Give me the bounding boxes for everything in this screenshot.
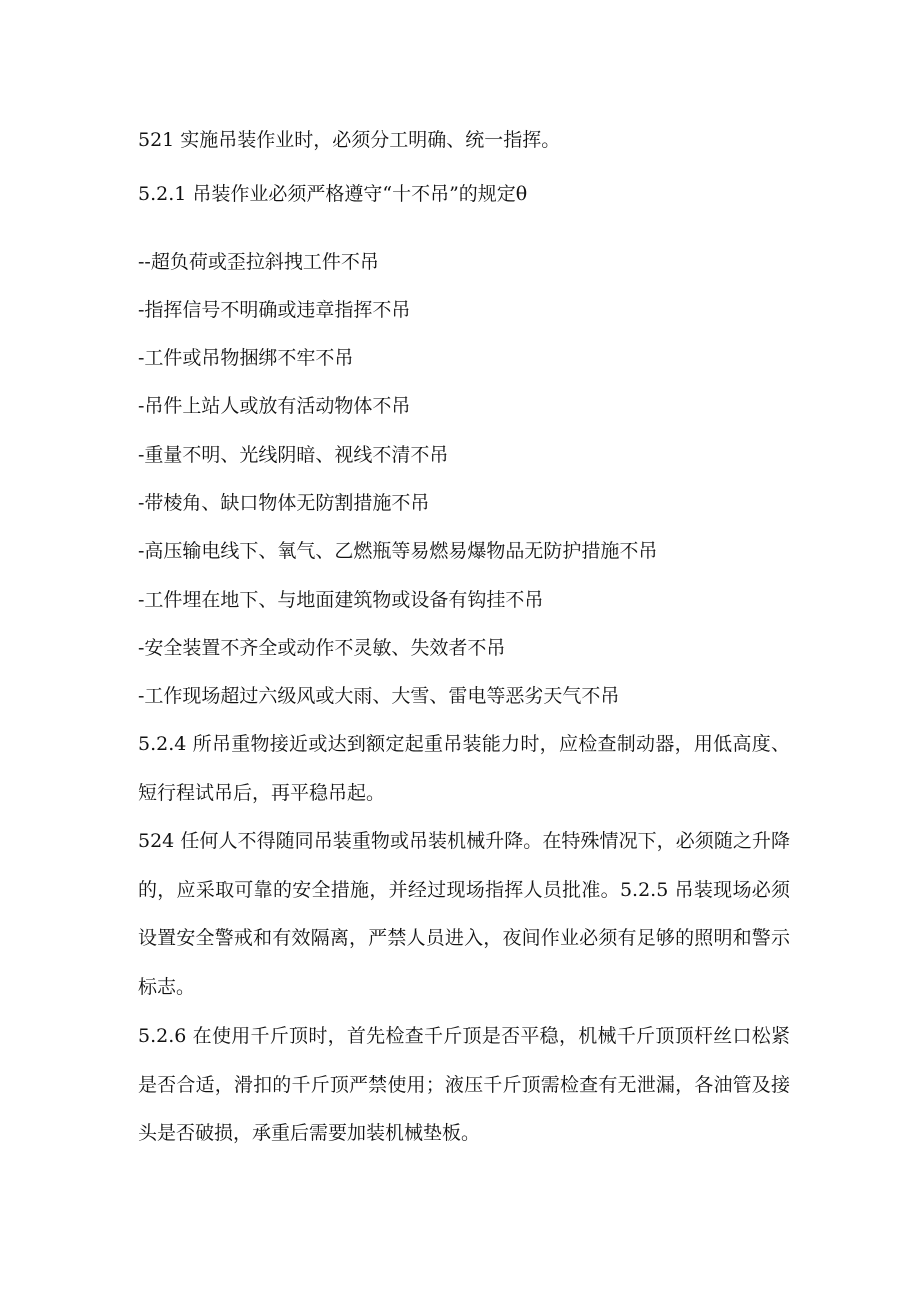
rule-item: -重量不明、光线阴暗、视线不清不吊	[138, 444, 449, 466]
clause-5-2-6: 5.2.6 在使用千斤顶时，首先检查千斤顶是否平稳，机械千斤顶顶杆丝口松紧是否合适，滑扣的千斤顶严禁使用；液压千斤顶需检查有无泄漏，各油管及接头是否破损，承重后需要加装机械垫板。	[138, 1025, 790, 1144]
rule-item: -指挥信号不明确或违章指挥不吊	[138, 299, 411, 321]
rule-item: -工作现场超过六级风或大雨、大雪、雷电等恶劣天气不吊	[138, 685, 620, 707]
rule-item: -工件或吊物捆绑不牢不吊	[138, 347, 354, 369]
clause-521: 521 实施吊装作业时，必须分工明确、统一指挥。	[138, 129, 561, 151]
rule-item: -带棱角、缺口物体无防割措施不吊	[138, 492, 430, 514]
rule-item: -安全装置不齐全或动作不灵敏、失效者不吊	[138, 637, 506, 659]
rule-item: --超负荷或歪拉斜拽工件不吊	[138, 251, 379, 273]
clause-5-2-1: 5.2.1 吊装作业必须严格遵守“十不吊”的规定θ	[138, 183, 528, 205]
clause-5-2-4: 5.2.4 所吊重物接近或达到额定起重吊装能力时，应检查制动器，用低高度、短行程试吊后，再平稳吊起。	[138, 733, 790, 804]
clause-524-525: 524 任何人不得随同吊装重物或吊装机械升降。在特殊情况下，必须随之升降的，应采取可靠的安全措施，并经过现场指挥人员批准。5.2.5 吊装现场必须设置安全警戒和有效隔离，严禁人员进入，夜间作业必须有足够的照明和警示标志。	[138, 830, 790, 998]
rule-item: -工件埋在地下、与地面建筑物或设备有钩挂不吊	[138, 589, 544, 611]
rule-item: -吊件上站人或放有活动物体不吊	[138, 395, 411, 417]
rule-item: -高压输电线下、氧气、乙燃瓶等易燃易爆物品无防护措施不吊	[138, 540, 658, 562]
